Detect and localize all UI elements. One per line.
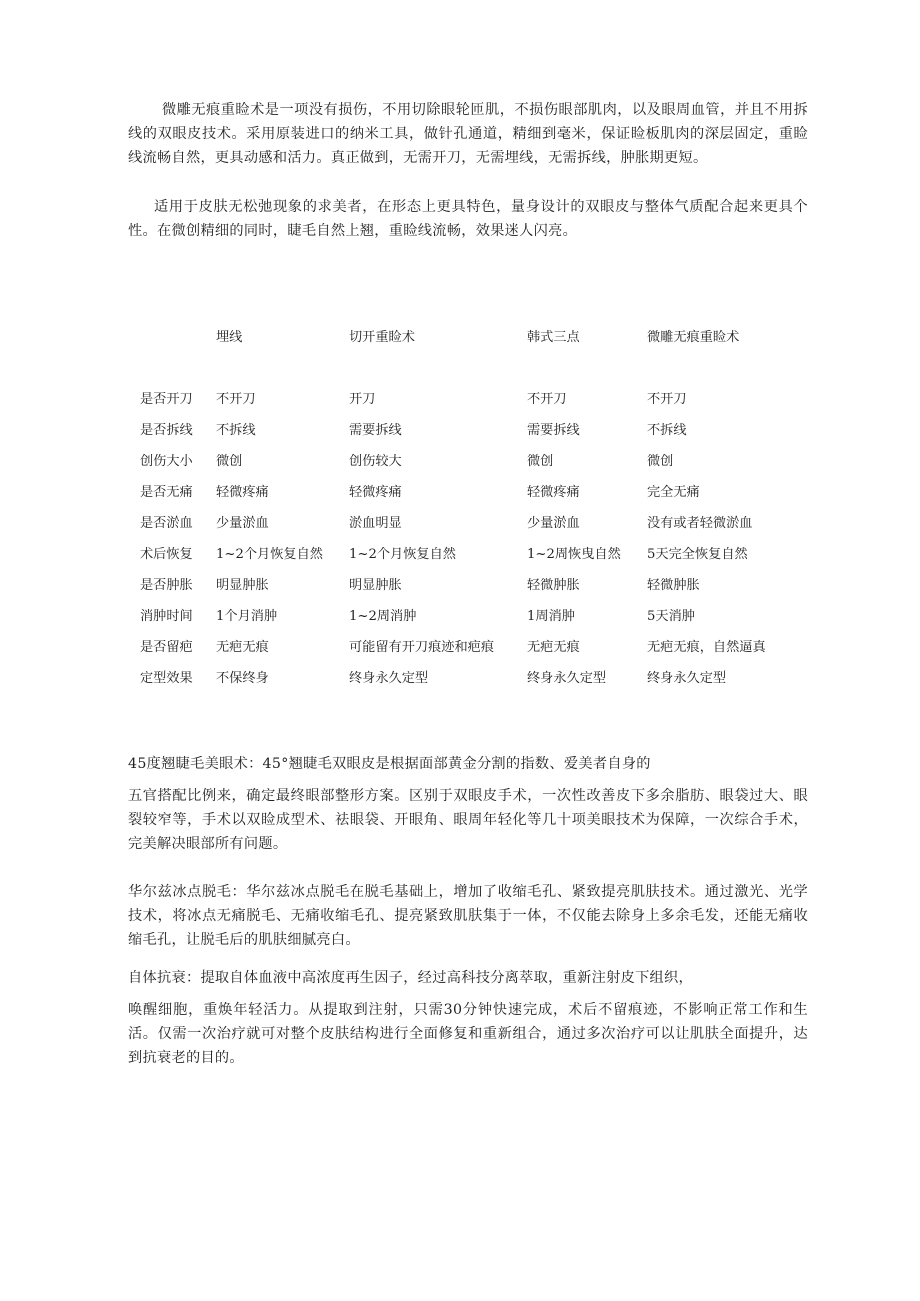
row-label-cell: 是否拆线 (140, 423, 193, 438)
table-cell: 不开刀 (216, 392, 256, 407)
table-cell: 开刀 (349, 392, 376, 407)
table-row (130, 537, 827, 568)
intro-paragraph-2: 适用于皮肤无松弛现象的求美者，在形态上更具特色，量身设计的双眼皮与整体气质配合起来更具个性。在微创精细的同时，睫毛自然上翘，重睑线流畅，效果迷人闪亮。 (128, 199, 808, 239)
table-row (130, 568, 827, 599)
table-cell: 不拆线 (216, 423, 256, 438)
row-label-cell: 创伤大小 (140, 454, 193, 469)
table-cell: 没有或者轻微淤血 (647, 516, 753, 531)
table-row (130, 413, 827, 444)
table-cell: 需要拆线 (527, 423, 580, 438)
table-row (130, 630, 827, 661)
table-cell: 需要拆线 (349, 423, 402, 438)
table-cell: 5天消肿 (647, 609, 695, 624)
table-header-cell: 切开重睑术 (349, 329, 415, 345)
table-cell: 创伤较大 (349, 454, 402, 469)
table-header-cell: 韩式三点 (527, 329, 580, 345)
table-cell: 终身永久定型 (527, 671, 607, 686)
table-cell: 少量淤血 (527, 516, 580, 531)
table-header-cell (130, 318, 216, 352)
table-cell: 轻微肿胀 (647, 578, 700, 593)
table-cell: 微创 (527, 454, 554, 469)
table-cell: 完全无痛 (647, 485, 700, 500)
table-row (130, 444, 827, 475)
table-cell: 无疤无痕 (216, 640, 269, 655)
table-header-cell: 微雕无痕重睑术 (647, 329, 740, 345)
table-cell: 终身永久定型 (349, 671, 429, 686)
table-cell: 明显肿胀 (349, 578, 402, 593)
table-cell: 不开刀 (527, 392, 567, 407)
intro-paragraph-1: 微雕无痕重睑术是一项没有损伤，不用切除眼轮匝肌，不损伤眼部肌肉，以及眼周血管，并且不用拆线的双眼皮技术。采用原装进口的纳米工具，做针孔通道，精细到毫米，保证睑板肌肉的深层固定，重睑线流畅自然，更具动感和活力。真正做到，无需开刀，无需埋线，无需拆线，肿胀期更短。 (128, 102, 808, 166)
table-header-cell: 埋线 (216, 329, 243, 345)
table-cell: 微创 (216, 454, 243, 469)
table-cell: 1~2周消肿 (349, 609, 417, 624)
table-cell: 1个月消肿 (216, 609, 278, 624)
table-cell: 少量淤血 (216, 516, 269, 531)
row-label-cell: 是否肿胀 (140, 578, 193, 593)
table-cell: 轻微疼痛 (527, 485, 580, 500)
table-cell: 明显肿胀 (216, 578, 269, 593)
ice-hair-removal-section: 华尔兹冰点脱毛：华尔兹冰点脱毛在脱毛基础上，增加了收缩毛孔、紧致提亮肌肤技术。通过激光、光学技术，将冰点无痛脱毛、无痛收缩毛孔、提亮紧致肌肤集于一体，不仅能去除身上多余毛发，还能无痛收缩毛孔，让脱毛后的肌肤细腻亮白。 (128, 884, 808, 948)
table-row (130, 661, 827, 692)
table-cell: 不拆线 (647, 423, 687, 438)
table-cell: 1~2周恢曳自然 (527, 547, 621, 562)
row-label-cell: 是否开刀 (140, 392, 193, 407)
table-cell: 不开刀 (647, 392, 687, 407)
table-cell: 轻微疼痛 (349, 485, 402, 500)
table-row (130, 599, 827, 630)
table-cell: 终身永久定型 (647, 671, 727, 686)
table-cell: 1周消肿 (527, 609, 575, 624)
anti-aging-section-body: 唤醒细胞，重焕年轻活力。从提取到注射，只需30分钟快速完成，术后不留痕迹，不影响正常工作和生活。仅需一次治疗就可对整个皮肤结构进行全面修复和重新组合，通过多次治疗可以让肌肤全面提升，达到抗衰老的目的。 (128, 1002, 808, 1066)
row-label-cell: 消肿时间 (140, 609, 193, 624)
table-cell: 1~2个月恢复自然 (216, 547, 323, 562)
table-cell: 1~2个月恢复自然 (349, 547, 456, 562)
row-label-cell: 术后恢复 (140, 547, 193, 562)
table-row (130, 475, 827, 506)
table-header-row (130, 318, 827, 352)
table-cell: 无疤无痕 (527, 640, 580, 655)
table-cell: 无疤无痕，自然逼真 (647, 640, 766, 655)
table-cell: 淤血明显 (349, 516, 402, 531)
row-label-cell: 是否留疤 (140, 640, 193, 655)
table-cell: 不保终身 (216, 671, 269, 686)
table-cell: 5天完全恢复自然 (647, 547, 748, 562)
lash-section-body: 五官搭配比例来，确定最终眼部整形方案。区别于双眼皮手术，一次性改善皮下多余脂肪、眼袋过大、眼裂较窄等，手术以双睑成型术、祛眼袋、开眼角、眼周年轻化等几十项美眼技术为保障，一次综合手术，完美解决眼部所有问题。 (128, 788, 808, 852)
table-cell: 轻微疼痛 (216, 485, 269, 500)
lash-section-title: 45度翘睫毛美眼术：45°翘睫毛双眼皮是根据面部黄金分割的指数、爱美者自身的 (128, 756, 651, 772)
comparison-table (130, 318, 827, 692)
table-row (130, 382, 827, 413)
table-cell: 轻微肿胀 (527, 578, 580, 593)
table-cell: 微创 (647, 454, 674, 469)
table-row (130, 506, 827, 537)
anti-aging-section-title: 自体抗衰：提取自体血液中高浓度再生因子，经过高科技分离萃取，重新注射皮下组织， (128, 970, 694, 986)
row-label-cell: 是否无痛 (140, 485, 193, 500)
table-cell: 可能留有开刀痕迹和疤痕 (349, 640, 495, 655)
row-label-cell: 是否淤血 (140, 516, 193, 531)
row-label-cell: 定型效果 (140, 671, 193, 686)
